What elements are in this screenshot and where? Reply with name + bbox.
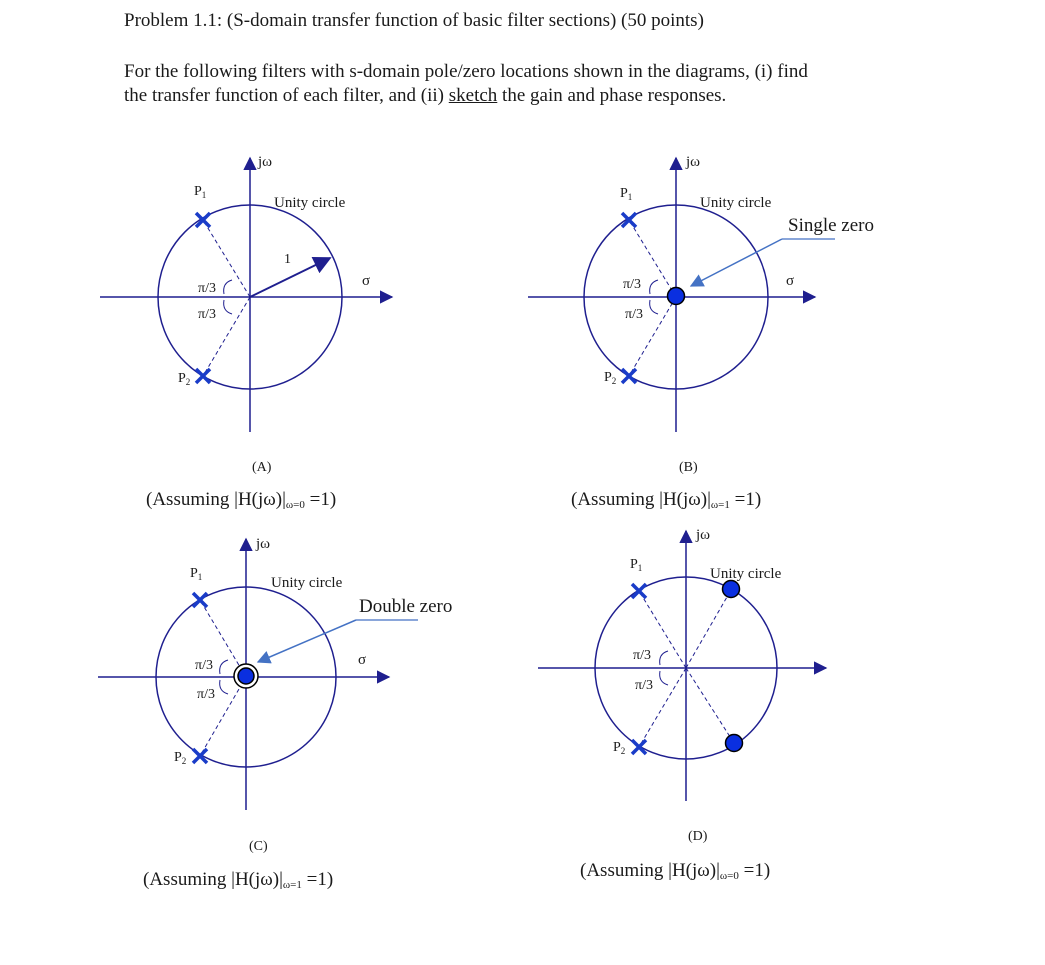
unity-circle-label: Unity circle [710, 566, 782, 582]
p2-label: $P_2$ [178, 371, 191, 387]
zero-label: Double zero [359, 596, 453, 617]
angle-label-1: π/3 [633, 648, 651, 663]
zero-pointer-arrow [691, 239, 782, 286]
zero-line-1 [686, 590, 731, 668]
assumption-b: (Assuming |H(jω)|ω=1 =1) [571, 489, 762, 511]
caption-c: (C) [249, 839, 268, 854]
unity-circle-label: Unity circle [700, 195, 772, 211]
instruction-line2a: the transfer function of each filter, and (ii) [124, 85, 449, 106]
zero-line-2 [686, 668, 734, 743]
caption-d: (D) [688, 829, 708, 844]
diagram-a [100, 158, 392, 432]
angle-label-1: π/3 [195, 658, 213, 673]
assumption-a: (Assuming |H(jω)|ω=0 =1) [146, 489, 337, 511]
zero-pointer-arrow [258, 620, 356, 662]
pole-p1 [196, 213, 210, 227]
pole-p2 [622, 369, 636, 383]
p2-label: $P_2$ [604, 370, 617, 386]
diagram-d [538, 531, 826, 801]
pole-p2 [196, 369, 210, 383]
instruction-line2b: the gain and phase responses. [497, 85, 727, 106]
pole-p1 [622, 213, 636, 227]
jw-label: jω [258, 154, 273, 170]
p1-label: $P_1$ [620, 186, 633, 202]
assumption-d: (Assuming |H(jω)|ω=0 =1) [580, 860, 771, 882]
jw-label: jω [256, 536, 271, 552]
double-zero [238, 668, 254, 684]
assumption-c: (Assuming |H(jω)|ω=1 =1) [143, 869, 334, 891]
pole-p2 [193, 749, 207, 763]
angle-arc-2 [224, 300, 232, 314]
p1-label: $P_1$ [190, 566, 203, 582]
unity-circle-label: Unity circle [274, 195, 346, 211]
jw-label: jω [696, 527, 711, 543]
sigma-label: σ [362, 273, 371, 289]
angle-arc-1 [660, 651, 668, 665]
sigma-label: σ [786, 273, 795, 289]
angle-label-2: π/3 [625, 307, 643, 322]
angle-arc-1 [220, 660, 228, 674]
caption-a: (A) [252, 460, 272, 475]
instruction-sketch: sketch [448, 85, 498, 106]
p2-label: $P_2$ [174, 750, 187, 766]
angle-label-1: π/3 [198, 281, 216, 296]
pole-p1 [632, 584, 646, 598]
angle-label-2: π/3 [635, 678, 653, 693]
diagram-b [528, 158, 835, 432]
angle-arc-2 [220, 680, 228, 694]
instruction-line1: For the following filters with s-domain pole/zero locations shown in the diagrams, (i) find [124, 61, 808, 82]
radius-label: 1 [284, 252, 291, 267]
problem-title: Problem 1.1: (S-domain transfer function of basic filter sections) (50 points) [124, 10, 704, 31]
sigma-label: σ [358, 652, 367, 668]
zero-label: Single zero [788, 215, 875, 236]
p1-label: $P_1$ [194, 184, 207, 200]
zero-lower [726, 735, 743, 752]
pole-p2 [632, 740, 646, 754]
angle-arc-1 [650, 280, 658, 294]
angle-arc-2 [650, 300, 658, 314]
angle-label-2: π/3 [197, 687, 215, 702]
p2-label: $P_2$ [613, 740, 626, 756]
angle-label-1: π/3 [623, 277, 641, 292]
diagram-c [98, 539, 418, 810]
single-zero [668, 288, 685, 305]
pole-p1 [193, 593, 207, 607]
caption-b: (B) [679, 460, 698, 475]
angle-arc-2 [660, 671, 668, 685]
jw-label: jω [686, 154, 701, 170]
unity-circle-label: Unity circle [271, 575, 343, 591]
p1-label: $P_1$ [630, 557, 643, 573]
angle-arc-1 [224, 280, 232, 294]
zero-upper [723, 581, 740, 598]
angle-label-2: π/3 [198, 307, 216, 322]
